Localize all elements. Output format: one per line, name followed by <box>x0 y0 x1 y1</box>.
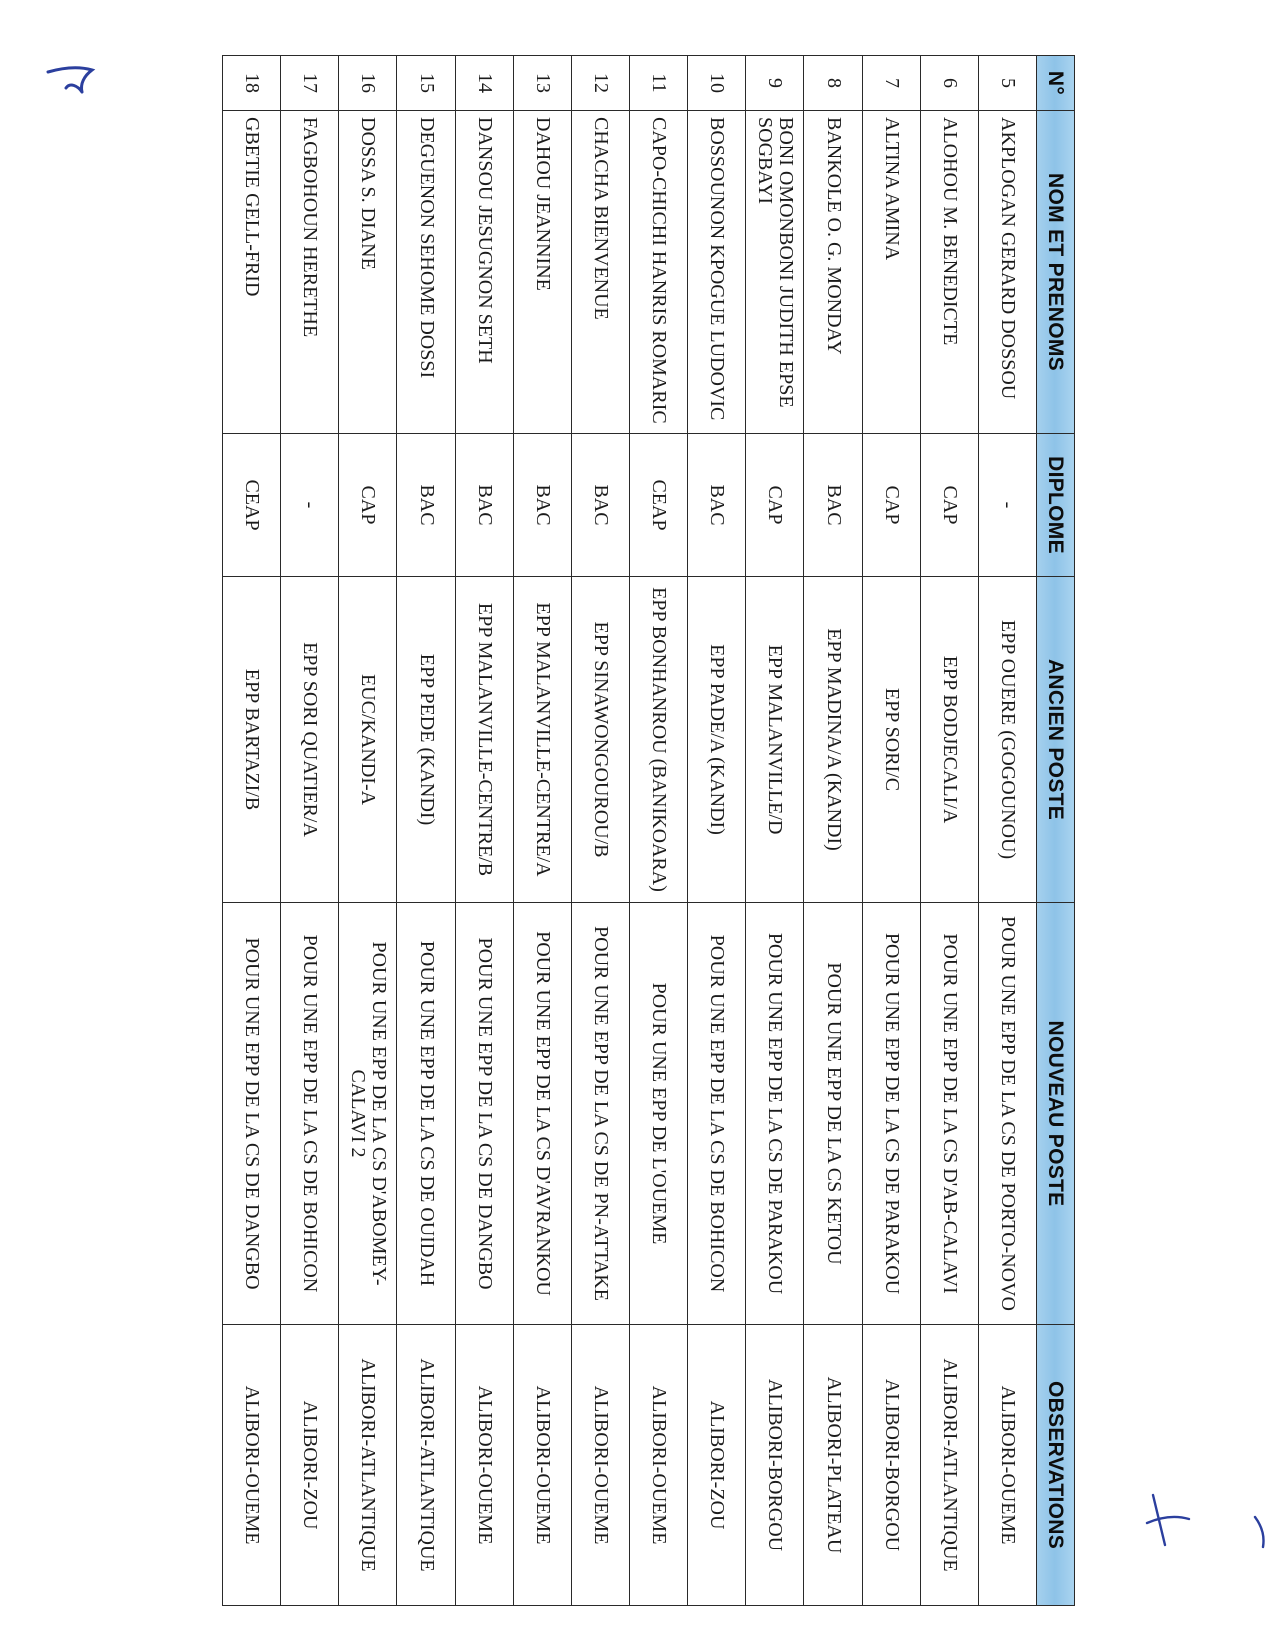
cell-name: DAHOU JEANNINE <box>513 111 571 434</box>
cell-nouveau-poste: POUR UNE EPP DE LA CS DE BOHICON <box>281 903 339 1325</box>
cell-ancien-poste: EPP MADINA/A (KANDI) <box>804 577 862 903</box>
handwritten-initial-mark <box>40 58 110 108</box>
cell-observations: ALIBORI-OUEME <box>571 1325 629 1606</box>
cell-observations: ALIBORI-BORGOU <box>862 1325 920 1606</box>
cell-diplome: CAP <box>862 434 920 577</box>
cell-ancien-poste: EPP MALANVILLE/D <box>746 577 804 903</box>
cell-name: BANKOLE O. G. MONDAY <box>804 111 862 434</box>
cell-num: 6 <box>920 56 978 111</box>
cell-observations: ALIBORI-ATLANTIQUE <box>920 1325 978 1606</box>
cell-num: 16 <box>339 56 397 111</box>
cell-ancien-poste: EPP SINAWONGOUROU/B <box>571 577 629 903</box>
cell-num: 5 <box>978 56 1036 111</box>
cell-name: GBETIE GELL-FRID <box>223 111 281 434</box>
cell-name: DOSSA S. DIANE <box>339 111 397 434</box>
cell-num: 12 <box>571 56 629 111</box>
cell-ancien-poste: EPP MALANVILLE-CENTRE/B <box>455 577 513 903</box>
table-row <box>630 56 688 1606</box>
cell-name: CAPO-CHICHI HANRIS ROMARIC <box>630 111 688 434</box>
cell-observations: ALIBORI-OUEME <box>630 1325 688 1606</box>
cell-name: FAGBOHOUN HERETHE <box>281 111 339 434</box>
cell-ancien-poste: EPP BONHANROU (BANIKOARA) <box>630 577 688 903</box>
col-header-observations: OBSERVATIONS <box>1037 1325 1075 1606</box>
table-row <box>339 56 397 1606</box>
table-row <box>571 56 629 1606</box>
table-row <box>688 56 746 1606</box>
cell-observations: ALIBORI-BORGOU <box>746 1325 804 1606</box>
cell-diplome: CEAP <box>223 434 281 577</box>
cell-nouveau-poste: POUR UNE EPP DE LA CS DE PORTO-NOVO <box>978 903 1036 1325</box>
header-row <box>1037 56 1075 1606</box>
cell-nouveau-poste: POUR UNE EPP DE LA CS D'ABOMEY-CALAVI 2 <box>339 903 397 1325</box>
table-row <box>455 56 513 1606</box>
rotated-table-container <box>222 55 1075 1605</box>
cell-diplome: CEAP <box>630 434 688 577</box>
cell-ancien-poste: EPP MALANVILLE-CENTRE/A <box>513 577 571 903</box>
table-row <box>804 56 862 1606</box>
cell-observations: ALIBORI-ATLANTIQUE <box>397 1325 455 1606</box>
cell-nouveau-poste: POUR UNE EPP DE LA CS DE OUIDAH <box>397 903 455 1325</box>
cell-nouveau-poste: POUR UNE EPP DE LA CS DE PARAKOU <box>862 903 920 1325</box>
cell-nouveau-poste: POUR UNE EPP DE LA CS KETOU <box>804 903 862 1325</box>
cell-ancien-poste: EPP BARTAZI/B <box>223 577 281 903</box>
col-header-diplome: DIPLOME <box>1037 434 1075 577</box>
cell-num: 17 <box>281 56 339 111</box>
cell-diplome: CAP <box>920 434 978 577</box>
cell-ancien-poste: EPP SORI/C <box>862 577 920 903</box>
cell-observations: ALIBORI-ZOU <box>688 1325 746 1606</box>
cell-diplome: BAC <box>513 434 571 577</box>
col-header-ancien-poste: ANCIEN POSTE <box>1037 577 1075 903</box>
cell-ancien-poste: EPP OUERE (GOGOUNOU) <box>978 577 1036 903</box>
table-row <box>920 56 978 1606</box>
cell-name: AKPLOGAN GERARD DOSSOU <box>978 111 1036 434</box>
cell-num: 9 <box>746 56 804 111</box>
cell-diplome: - <box>281 434 339 577</box>
cell-num: 18 <box>223 56 281 111</box>
cell-observations: ALIBORI-OUEME <box>513 1325 571 1606</box>
cell-observations: ALIBORI-OUEME <box>455 1325 513 1606</box>
table-row <box>397 56 455 1606</box>
cell-nouveau-poste: POUR UNE EPP DE LA CS D'AVRANKOU <box>513 903 571 1325</box>
cell-diplome: BAC <box>804 434 862 577</box>
col-header-name: NOM ET PRENOMS <box>1037 111 1075 434</box>
cell-num: 10 <box>688 56 746 111</box>
cell-diplome: - <box>978 434 1036 577</box>
cell-ancien-poste: EPP PEDE (KANDI) <box>397 577 455 903</box>
cell-diplome: CAP <box>339 434 397 577</box>
cell-diplome: BAC <box>397 434 455 577</box>
cell-num: 8 <box>804 56 862 111</box>
cell-diplome: BAC <box>455 434 513 577</box>
cell-num: 13 <box>513 56 571 111</box>
cell-observations: ALIBORI-PLATEAU <box>804 1325 862 1606</box>
cell-ancien-poste: EPP PADE/A (KANDI) <box>688 577 746 903</box>
cell-observations: ALIBORI-OUEME <box>978 1325 1036 1606</box>
cell-diplome: BAC <box>571 434 629 577</box>
cell-observations: ALIBORI-ATLANTIQUE <box>339 1325 397 1606</box>
cell-name: DANSOU JESUGNON SETH <box>455 111 513 434</box>
cell-ancien-poste: EPP SORI QUATIER/A <box>281 577 339 903</box>
handwritten-signature-mark <box>1135 1485 1275 1565</box>
cell-diplome: BAC <box>688 434 746 577</box>
table-row <box>513 56 571 1606</box>
cell-diplome: CAP <box>746 434 804 577</box>
cell-name: DEGUENON SEHOME DOSSI <box>397 111 455 434</box>
table-row <box>281 56 339 1606</box>
cell-nouveau-poste: POUR UNE EPP DE LA CS DE PN-ATTAKE <box>571 903 629 1325</box>
table-row <box>223 56 281 1606</box>
cell-nouveau-poste: POUR UNE EPP DE L'OUEME <box>630 903 688 1325</box>
cell-name: BOSSOUNON KPOGUE LUDOVIC <box>688 111 746 434</box>
col-header-nouveau-poste: NOUVEAU POSTE <box>1037 903 1075 1325</box>
cell-name: BONI OMONBONI JUDITH EPSE SOGBAYI <box>746 111 804 434</box>
cell-ancien-poste: EUC/KANDI-A <box>339 577 397 903</box>
cell-observations: ALIBORI-ZOU <box>281 1325 339 1606</box>
cell-observations: ALIBORI-OUEME <box>223 1325 281 1606</box>
cell-num: 7 <box>862 56 920 111</box>
cell-name: CHACHA BIENVENUE <box>571 111 629 434</box>
col-header-num: N° <box>1037 56 1075 111</box>
cell-num: 11 <box>630 56 688 111</box>
cell-nouveau-poste: POUR UNE EPP DE LA CS DE DANGBO <box>223 903 281 1325</box>
cell-nouveau-poste: POUR UNE EPP DE LA CS D'AB-CALAVI <box>920 903 978 1325</box>
table-row <box>978 56 1036 1606</box>
cell-num: 14 <box>455 56 513 111</box>
cell-name: ALTINA AMINA <box>862 111 920 434</box>
cell-ancien-poste: EPP BODJECALI/A <box>920 577 978 903</box>
cell-nouveau-poste: POUR UNE EPP DE LA CS DE BOHICON <box>688 903 746 1325</box>
assignment-table <box>222 55 1075 1606</box>
cell-nouveau-poste: POUR UNE EPP DE LA CS DE DANGBO <box>455 903 513 1325</box>
table-row <box>746 56 804 1606</box>
cell-num: 15 <box>397 56 455 111</box>
cell-name: ALOHOU M. BENEDICTE <box>920 111 978 434</box>
cell-nouveau-poste: POUR UNE EPP DE LA CS DE PARAKOU <box>746 903 804 1325</box>
table-row <box>862 56 920 1606</box>
